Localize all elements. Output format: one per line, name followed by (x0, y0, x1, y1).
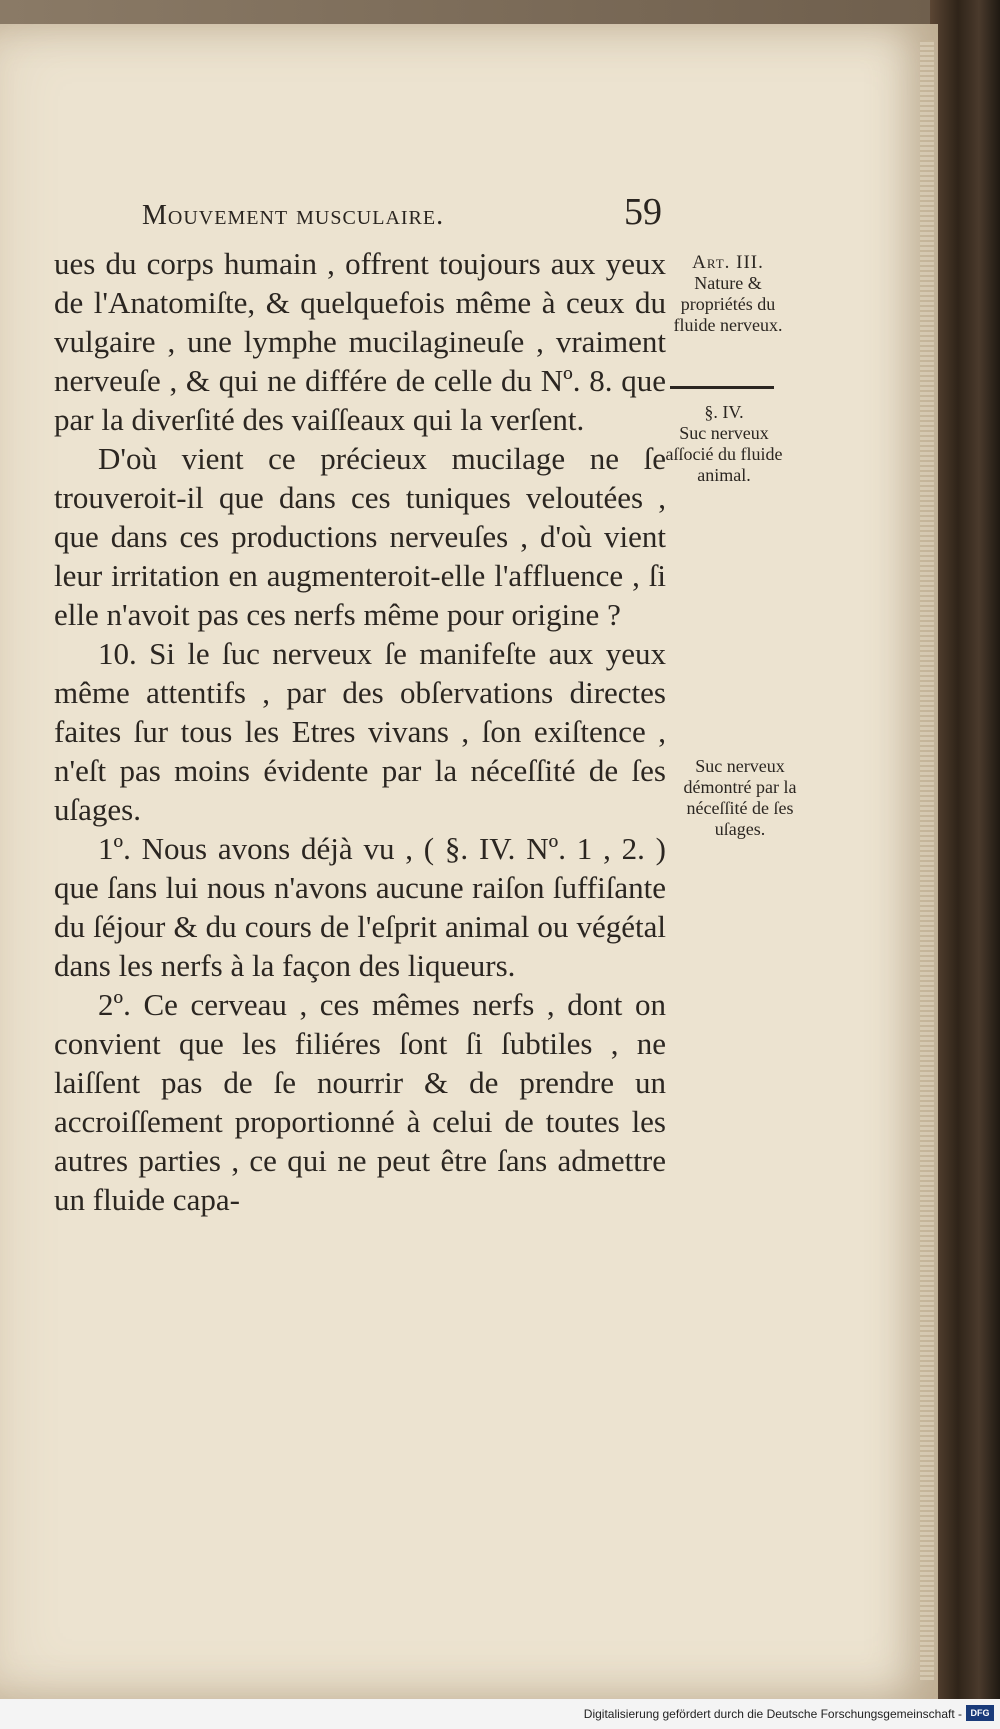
paragraph-1: ues du corps humain , offrent toujours aux yeux de l'Anatomiſte, & quelquefois même à ceux du vulgaire , une lymphe mucilagineuſe , vraiment nerveuſe , & qui ne différe de celle du Nº. 8. que par la diverſité des vaiſſeaux qui la verſent. (54, 246, 666, 437)
paragraph-5: 2º. Ce cerveau , ces mêmes nerfs , dont on convient que les filiéres ſont ſi ſubtiles , ne laiſſent pas de ſe nourrir & de prendre un accroiſſement proportionné à celui de toutes les autres parties , ce qui ne peut être ſans admettre un fluide capa- (54, 987, 666, 1217)
section-note-text: Suc nerveux aſſocié du fluide animal. (665, 423, 783, 485)
section-label: §. IV. (704, 402, 744, 422)
page-header (142, 190, 662, 234)
book-binding-edge (930, 0, 1000, 1729)
digitization-footer (0, 1699, 1000, 1729)
paragraph-4: 1º. Nous avons déjà vu , ( §. IV. Nº. 1 , 2. ) que ſans lui nous n'avons aucune raiſon ſuffiſante du ſéjour & du cours de l'eſprit animal ou végétal dans les nerfs à la façon des liqueurs. (54, 831, 666, 983)
paragraph-3: 10. Si le ſuc nerveux ſe manifeſte aux yeux même attentifs , par des obſervations directes faites ſur tous les Etres vivans , ſon exiſtence , n'eſt pas moins évidente par la néceſſité de ſes uſages. (54, 636, 666, 827)
margin-divider-rule (670, 386, 774, 389)
article-label: Art. III. (692, 252, 764, 273)
usage-note-text: Suc nerveux démontré par la néceſſité de ſes uſages. (683, 756, 797, 839)
funding-credit: Digitalisierung gefördert durch die Deutsche Forschungsgemeinschaft - (583, 1707, 962, 1721)
page-stack-edge (920, 40, 934, 1680)
main-text-block (54, 244, 666, 1219)
running-head: Mouvement musculaire. (142, 200, 445, 231)
paragraph-2: D'où vient ce précieux mucilage ne ſe trouveroit-il que dans ces tuniques veloutées , que dans ces productions nerveuſes , d'où vient leur irritation en augmenteroit-elle l'affluence , ſi elle n'avoit pas ces nerfs même pour origine ? (54, 441, 666, 632)
article-note-text: Nature & propriétés du fluide nerveux. (673, 273, 783, 335)
margin-note-usage (680, 756, 800, 840)
dfg-logo: DFG (966, 1705, 994, 1721)
page-number: 59 (624, 191, 662, 233)
margin-note-article (668, 252, 788, 336)
margin-note-section (664, 402, 784, 486)
